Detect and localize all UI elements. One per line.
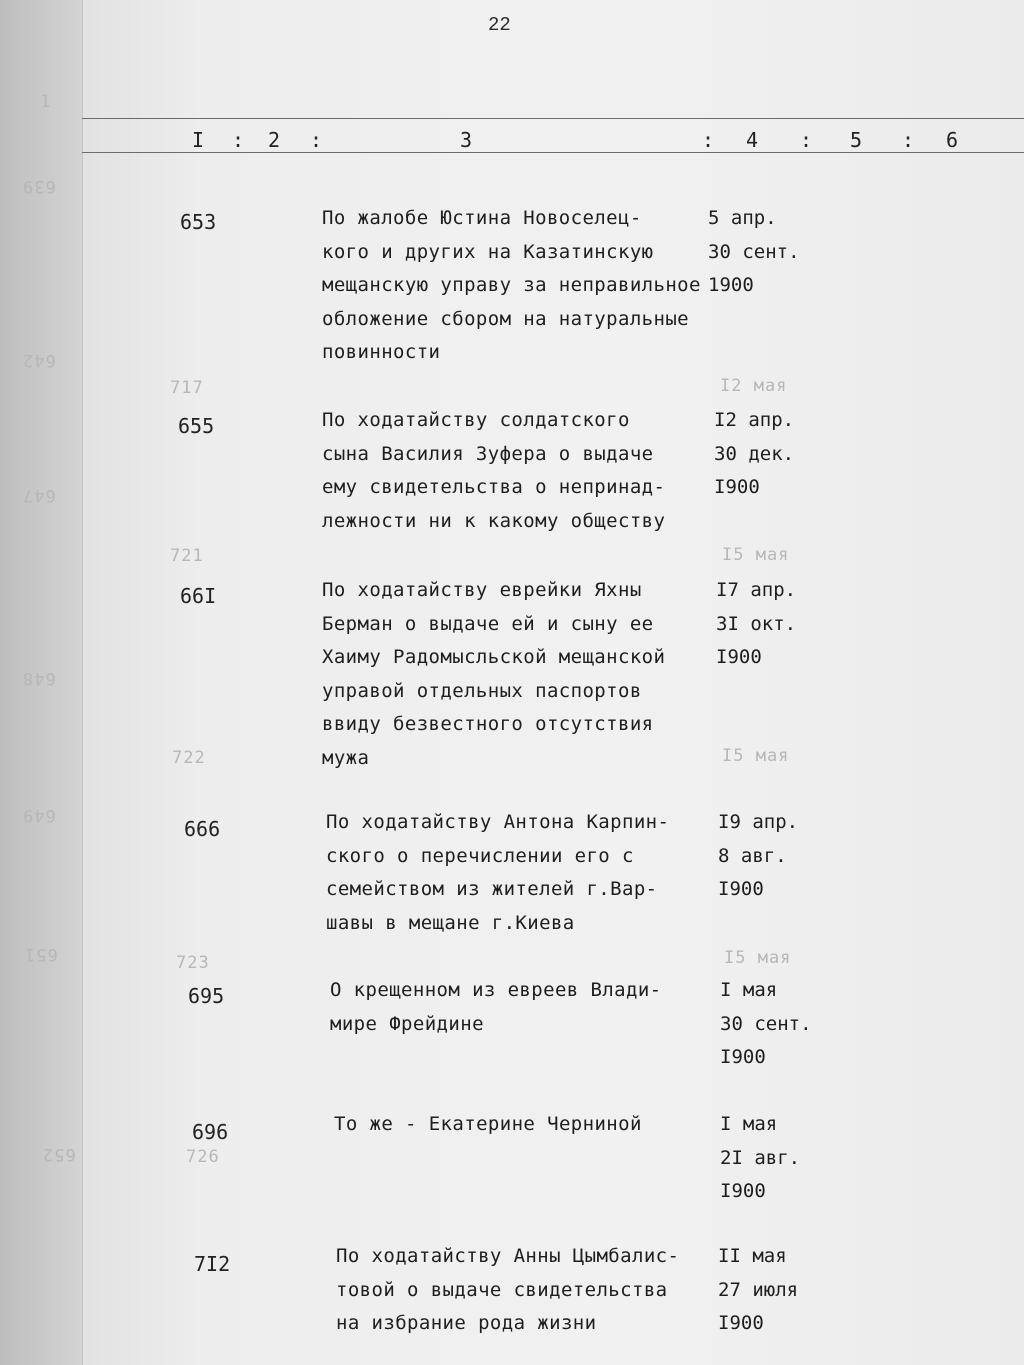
record-title-line: ского о перечислении его с	[326, 844, 634, 867]
column-header-3: 3	[460, 128, 473, 152]
record-title-line: семейством из жителей г.Вар-	[326, 878, 658, 900]
column-header-2: 2	[268, 128, 281, 152]
record-title-line: повинности	[322, 341, 441, 363]
ghost-bleed-723: 723	[176, 953, 210, 973]
record-year: 1900	[708, 274, 754, 296]
record-title-line: О крещенном из евреев Влади-	[330, 979, 662, 1001]
ghost-bleed-date-3: I5 мая	[722, 746, 790, 766]
record-dates	[718, 806, 798, 907]
ghost-left-651: 651	[24, 944, 58, 964]
column-separator: :	[232, 128, 245, 152]
record-title-line: кого и других на Казатинскую	[322, 240, 654, 263]
record-date-start: I мая	[720, 979, 778, 1001]
record-title-line: По ходатайству Антона Карпин-	[326, 811, 670, 833]
record-title-line: сына Василия Зуфера о выдаче	[322, 442, 654, 465]
column-separator: :	[310, 128, 323, 152]
record-date-start: I2 апр.	[714, 409, 795, 431]
column-separator: :	[902, 128, 915, 152]
ghost-left-1: 1	[40, 92, 52, 112]
column-separator: :	[800, 128, 813, 152]
record-year: I900	[718, 878, 764, 900]
record-year: I900	[716, 646, 762, 668]
record-title	[336, 1240, 736, 1341]
record-date-start: 5 апр.	[708, 207, 777, 229]
record-dates	[714, 404, 794, 505]
record-title-line: По жалобе Юстина Новоселец-	[322, 207, 642, 229]
column-header-6: 6	[946, 128, 959, 152]
record-title-line: По ходатайству солдатского	[322, 409, 630, 431]
record-number: 653	[180, 210, 217, 234]
header-rule-top	[82, 118, 1024, 119]
record-title-line: товой о выдаче свидетельства	[336, 1278, 668, 1301]
record-title-line: на избрание рода жизни	[336, 1312, 597, 1334]
ghost-bleed-726: 726	[186, 1147, 220, 1167]
record-date-end: 27 июля	[718, 1278, 799, 1301]
record-title-line: обложение сбором на натуральные	[322, 307, 690, 330]
record-title	[330, 974, 730, 1041]
record-year: I900	[714, 476, 760, 498]
ghost-left-649: 649	[22, 805, 56, 825]
ghost-bleed-date-2: I5 мая	[722, 545, 790, 565]
record-year: I900	[720, 1046, 766, 1068]
ghost-left-647: 647	[22, 485, 56, 505]
record-title	[334, 1108, 734, 1142]
record-title-line: лежности ни к какому обществу	[322, 509, 666, 532]
record-date-end: 30 сент.	[720, 1012, 812, 1035]
record-number: 666	[184, 817, 221, 841]
header-rule-bottom	[82, 152, 1024, 153]
column-header-1: I	[192, 128, 205, 152]
record-title-line: управой отдельных паспортов	[322, 679, 642, 702]
ghost-left-652: 652	[42, 1144, 76, 1164]
record-number: 655	[178, 414, 215, 438]
record-title-line: мире Фрейдине	[330, 1012, 484, 1035]
record-number: 7I2	[194, 1252, 231, 1276]
record-title-line: мещанскую управу за неправильное	[322, 274, 701, 296]
record-title	[322, 404, 722, 538]
record-title-line: шавы в мещане г.Киева	[326, 911, 575, 934]
ghost-left-639: 639	[22, 176, 56, 196]
column-header-4: 4	[746, 128, 759, 152]
record-date-end: 8 авг.	[718, 844, 787, 867]
record-title-line: ему свидетельства о непринад-	[322, 476, 666, 498]
record-title	[322, 202, 722, 370]
column-header-5: 5	[850, 128, 863, 152]
record-title-line: ввиду безвестного отсутствия	[322, 713, 654, 735]
record-title-line: По ходатайству Анны Цымбалис-	[336, 1245, 680, 1267]
record-title-line: По ходатайству еврейки Яхны	[322, 579, 642, 601]
ghost-bleed-717: 717	[170, 378, 204, 398]
ghost-bleed-date-4: I5 мая	[724, 948, 792, 968]
page-number: 22	[488, 14, 511, 36]
record-dates	[718, 1240, 798, 1341]
record-title	[326, 806, 726, 940]
record-date-end: 2I авг.	[720, 1146, 801, 1169]
record-date-end: 30 сент.	[708, 240, 800, 263]
ghost-bleed-date-1: I2 мая	[720, 376, 788, 396]
record-title	[322, 574, 722, 775]
record-title-line: Хаиму Радомысльской мещанской	[322, 646, 666, 668]
record-number: 695	[188, 984, 225, 1008]
record-date-start: II мая	[718, 1245, 787, 1267]
record-date-end: 30 дек.	[714, 442, 795, 465]
record-year: I900	[718, 1312, 764, 1334]
record-title-line: Берман о выдаче ей и сыну ее	[322, 612, 654, 635]
ghost-bleed-722: 722	[172, 748, 206, 768]
record-date-start: I9 апр.	[718, 811, 799, 833]
record-title-line: То же - Екатерине Черниной	[334, 1113, 642, 1135]
ghost-left-642: 642	[22, 350, 56, 370]
record-title-line: мужа	[322, 746, 370, 769]
record-number: 66I	[180, 584, 217, 608]
record-date-end: 3I окт.	[716, 612, 797, 635]
record-date-start: I мая	[720, 1113, 778, 1135]
record-dates	[720, 974, 812, 1075]
ghost-left-648: 648	[22, 668, 56, 688]
ghost-bleed-721: 721	[170, 546, 204, 566]
record-dates	[716, 574, 796, 675]
record-date-start: I7 апр.	[716, 579, 797, 601]
record-year: I900	[720, 1180, 766, 1202]
column-separator: :	[702, 128, 715, 152]
record-dates	[720, 1108, 800, 1209]
record-number: 696	[192, 1120, 229, 1144]
record-dates	[708, 202, 800, 303]
